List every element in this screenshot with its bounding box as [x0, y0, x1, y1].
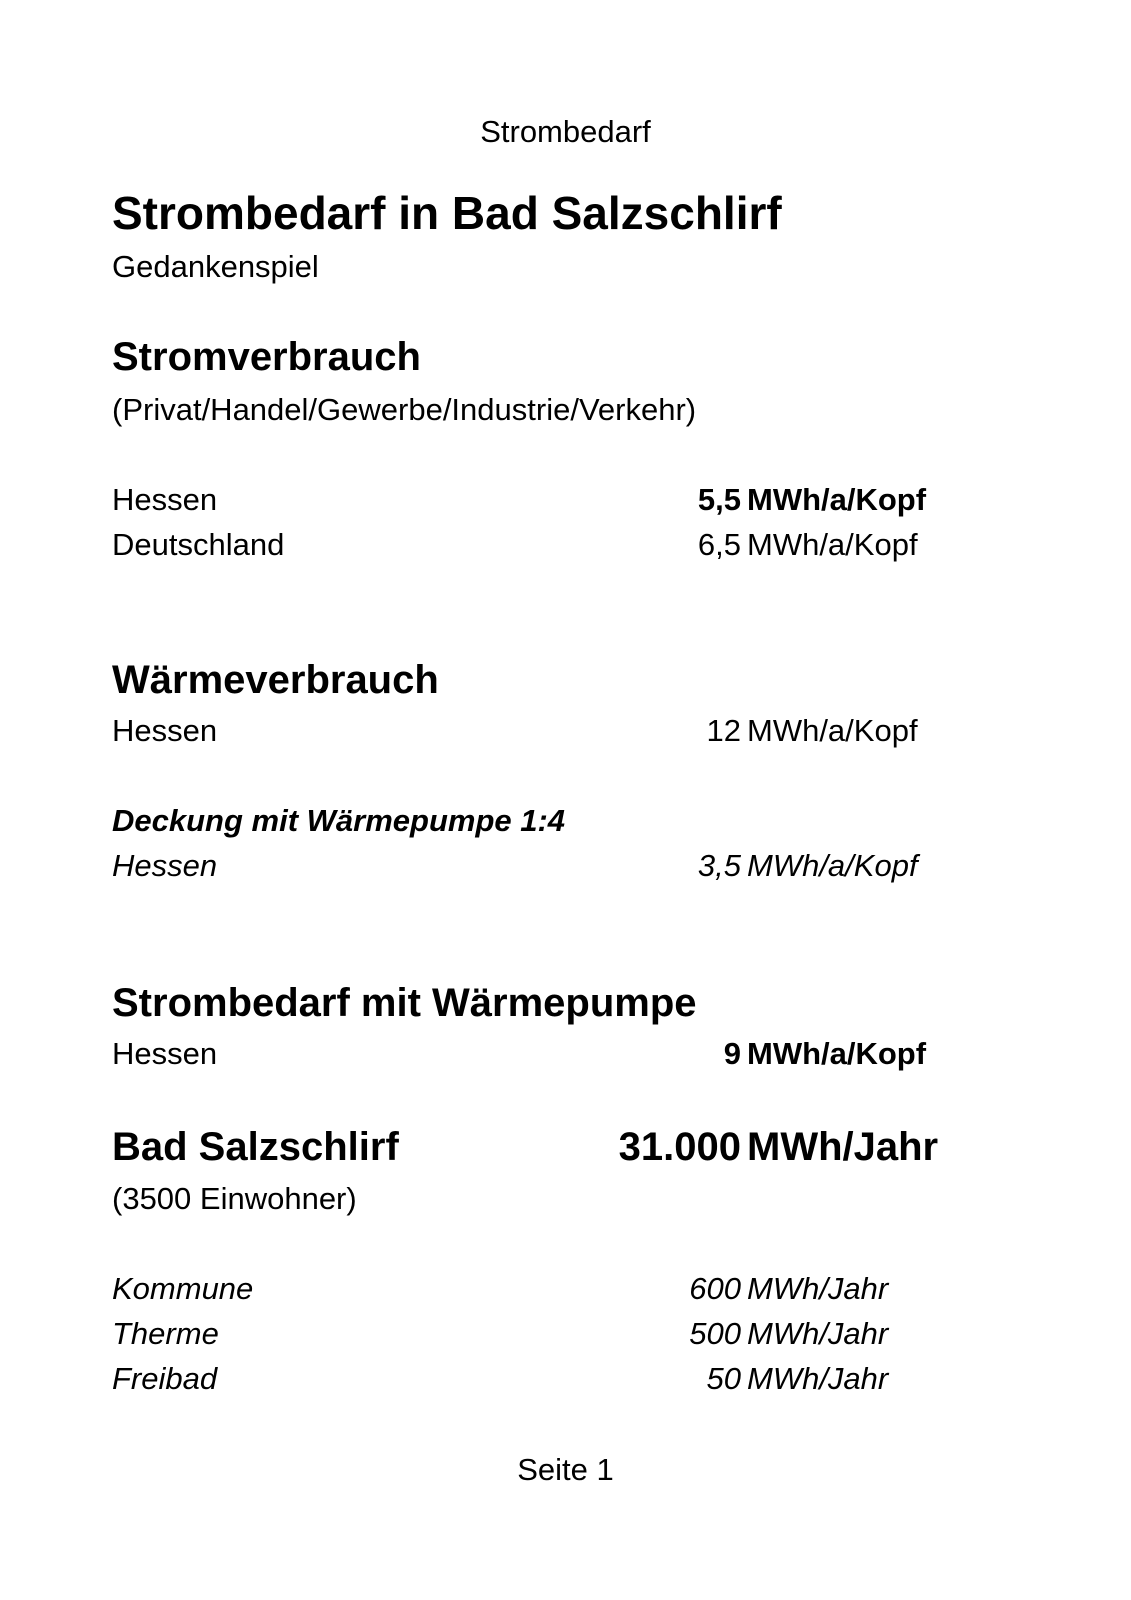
section-heading-waermeverbrauch: Wärmeverbrauch: [112, 658, 439, 702]
row-value: 6,5: [697, 527, 741, 562]
row-value: 500: [689, 1316, 741, 1351]
row-unit: MWh/Jahr: [747, 1316, 889, 1351]
page-footer: Seite 1: [517, 1452, 614, 1487]
row-value: 5,5: [697, 482, 741, 517]
total-unit: MWh/Jahr: [747, 1125, 939, 1169]
row-label: Hessen: [112, 482, 218, 517]
row-unit: MWh/a/Kopf: [747, 482, 927, 517]
row-label: Kommune: [112, 1271, 254, 1306]
row-unit: MWh/a/Kopf: [747, 527, 918, 562]
row-label: Freibad: [112, 1361, 218, 1396]
page-header: Strombedarf: [480, 114, 651, 149]
row-unit: MWh/a/Kopf: [747, 848, 918, 883]
section-note-stromverbrauch: (Privat/Handel/Gewerbe/Industrie/Verkehr): [112, 392, 697, 427]
section-heading-bad-salzschlirf: Bad Salzschlirf: [112, 1125, 399, 1169]
row-label: Deutschland: [112, 527, 285, 562]
row-value: 50: [706, 1361, 741, 1396]
row-value: 600: [689, 1271, 741, 1306]
row-label: Therme: [112, 1316, 219, 1351]
row-unit: MWh/a/Kopf: [747, 713, 918, 748]
row-value: 9: [723, 1036, 741, 1071]
row-label: Hessen: [112, 848, 218, 883]
row-value: 3,5: [697, 848, 741, 883]
section-heading-strombedarf-wp: Strombedarf mit Wärmepumpe: [112, 981, 697, 1025]
row-unit: MWh/a/Kopf: [747, 1036, 927, 1071]
section-note-einwohner: (3500 Einwohner): [112, 1181, 357, 1216]
row-unit: MWh/Jahr: [747, 1361, 889, 1396]
section-heading-stromverbrauch: Stromverbrauch: [112, 335, 421, 379]
section-heading-deckung: Deckung mit Wärmepumpe 1:4: [112, 803, 566, 838]
row-label: Hessen: [112, 713, 218, 748]
page-subtitle: Gedankenspiel: [112, 249, 319, 284]
row-label: Hessen: [112, 1036, 218, 1071]
total-value: 31.000: [618, 1125, 741, 1169]
page-title: Strombedarf in Bad Salzschlirf: [112, 187, 782, 239]
row-unit: MWh/Jahr: [747, 1271, 889, 1306]
row-value: 12: [706, 713, 741, 748]
